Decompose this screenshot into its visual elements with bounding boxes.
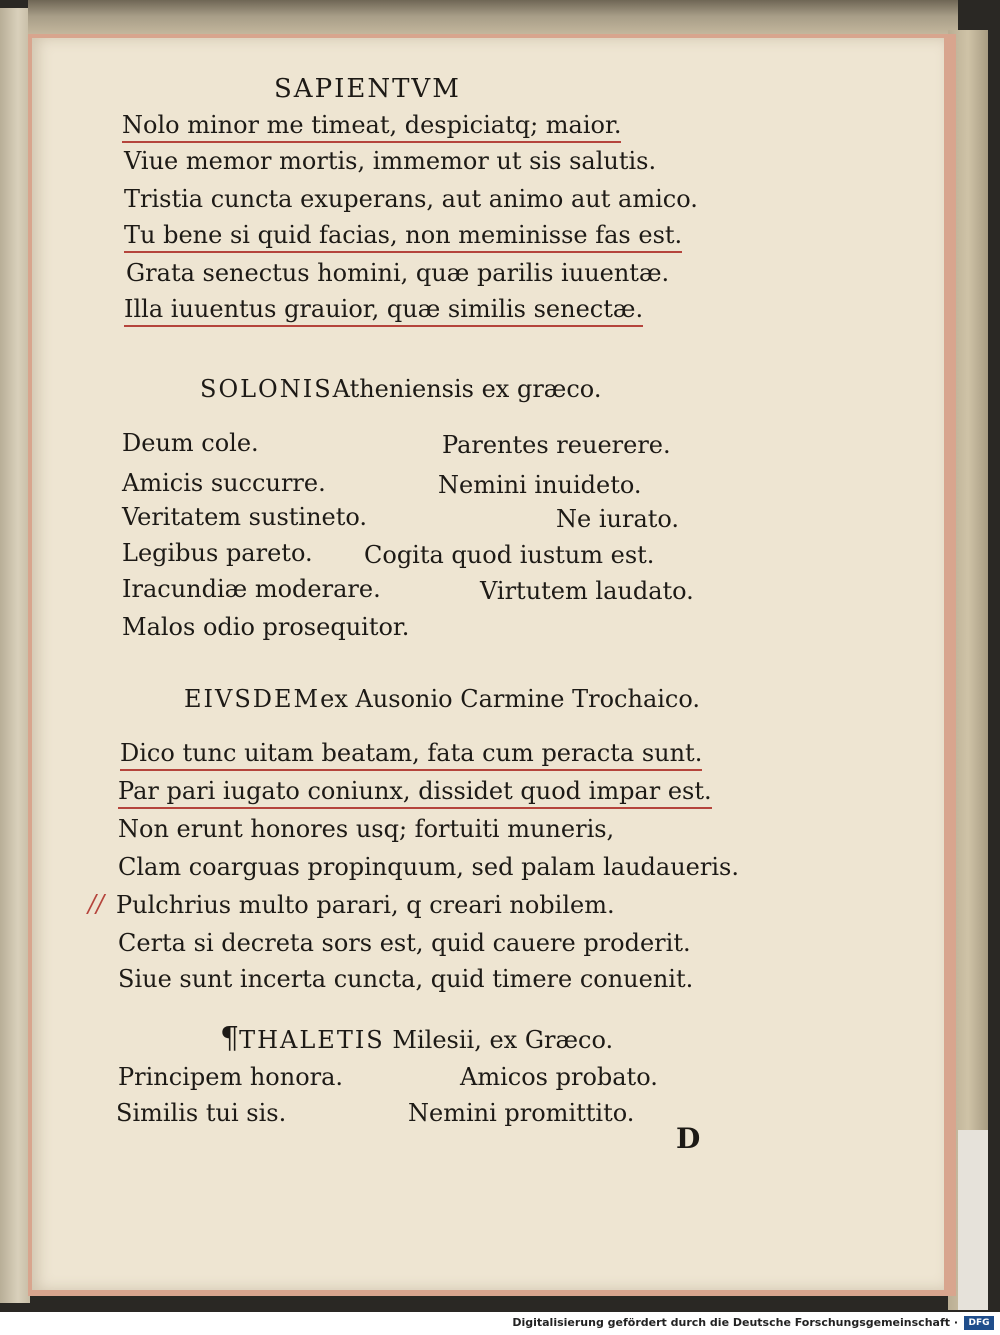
left-facing-page <box>0 8 30 1303</box>
verse-line: Siue sunt incerta cuncta, quid timere conuenit. <box>118 965 694 993</box>
dfg-logo: DFG <box>964 1316 994 1330</box>
precept-right: Parentes reuerere. <box>442 431 671 459</box>
heading-eiusdem <box>184 684 700 714</box>
verse-line: Tristia cuncta exuperans, aut animo aut amico. <box>124 185 698 213</box>
precept-right: Nemini promittito. <box>408 1099 635 1127</box>
verse-line: Non erunt honores usq; fortuiti muneris, <box>118 815 615 843</box>
precept-left: Legibus pareto. <box>122 539 313 567</box>
verse-line: Clam coarguas propinquum, sed palam laudaueris. <box>118 853 739 881</box>
precept-left: Deum cole. <box>122 429 259 457</box>
precept-right: Ne iurato. <box>556 505 680 533</box>
heading-thaletis-caps: THALETIS <box>239 1026 385 1054</box>
verse-line: Certa si decreta sors est, quid cauere proderit. <box>118 929 691 957</box>
heading-eiusdem-rest: ex Ausonio Carmine Trochaico. <box>320 685 701 713</box>
precept-left: Amicis succurre. <box>122 469 326 497</box>
precept-right: Nemini inuideto. <box>438 471 642 499</box>
precept-right: Amicos probato. <box>460 1063 658 1091</box>
heading-sapientum: SAPIENTVM <box>274 74 461 104</box>
verse-line: Tu bene si quid facias, non meminisse fas est. <box>124 220 682 253</box>
precept-left: Veritatem sustineto. <box>122 503 368 531</box>
heading-solonis <box>200 374 601 404</box>
verse-line: Pulchrius multo parari, q creari nobilem. <box>116 891 615 919</box>
precept-left: Similis tui sis. <box>116 1099 287 1127</box>
book-page <box>32 38 944 1290</box>
digitization-footer <box>0 1312 1000 1335</box>
margin-annotation: // <box>88 890 105 918</box>
precept-left: Malos odio prosequitor. <box>122 613 410 641</box>
right-board-paper <box>958 1130 988 1310</box>
precept-right: Virtutem laudato. <box>480 577 694 605</box>
pilcrow-mark: ¶ <box>220 1021 240 1056</box>
verse-line: Par pari iugato coniunx, dissidet quod impar est. <box>118 776 712 809</box>
verse-line: Illa iuuentus grauior, quæ similis senectæ. <box>124 294 643 327</box>
heading-eiusdem-caps: EIVSDEM <box>184 685 321 713</box>
verse-line: Viue memor mortis, immemor ut sis salutis. <box>124 147 657 175</box>
heading-solonis-rest: Atheniensis ex græco. <box>332 375 602 403</box>
precept-left: Iracundiæ moderare. <box>122 575 381 603</box>
precept-left: Principem honora. <box>118 1063 344 1091</box>
footer-credit: Digitalisierung gefördert durch die Deutsche Forschungsgemeinschaft · <box>512 1316 958 1329</box>
signature-mark: D <box>676 1122 701 1155</box>
heading-thaletis-rest: Milesii, ex Græco. <box>392 1026 614 1054</box>
verse-line: Dico tunc uitam beatam, fata cum peracta sunt. <box>120 738 702 771</box>
precept-right: Cogita quod iustum est. <box>364 541 655 569</box>
verse-line: Nolo minor me timeat, despiciatq; maior. <box>122 110 621 143</box>
verse-line: Grata senectus homini, quæ parilis iuuentæ. <box>126 259 670 287</box>
heading-solonis-caps: SOLONIS <box>200 375 333 403</box>
heading-thaletis <box>220 1021 614 1056</box>
